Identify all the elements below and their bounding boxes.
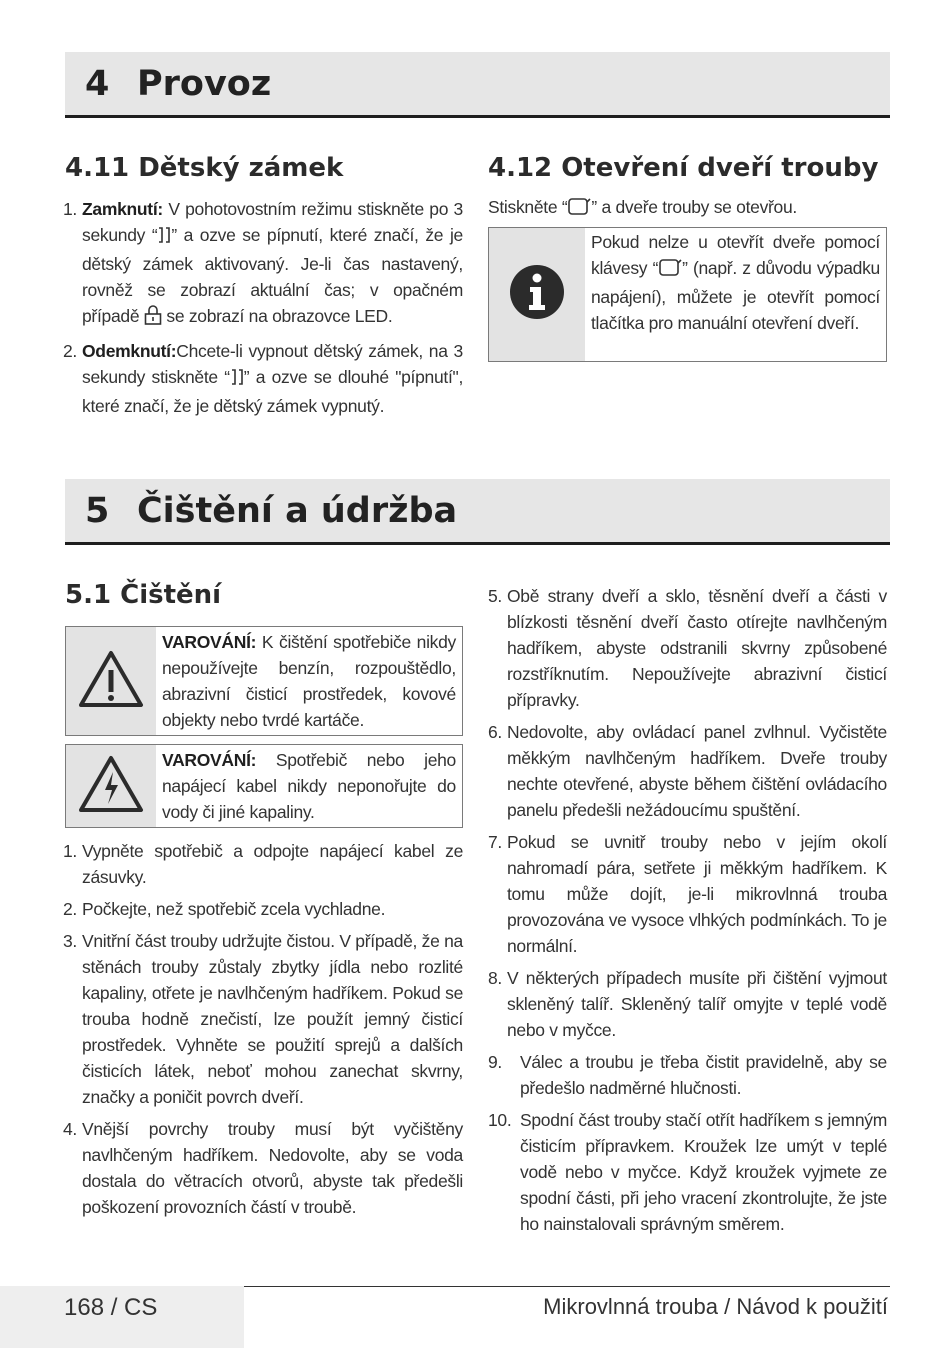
page-number: 168 / CS — [64, 1294, 158, 1321]
warning-icon — [78, 649, 144, 714]
section-5-header — [65, 479, 890, 545]
subsection-heading-4-12: 4.12 Otevření dveří trouby — [488, 153, 879, 183]
footer-rule — [244, 1286, 890, 1287]
list-item: 6. Nedovolte, aby ovládací panel zvlhnul. Vyčistěte měkkým navlhčeným hadříkem. Dveře trouby nechte otevřené, abyste během čištění ovládacího panelu předešli nežádoucímu spuštění. — [488, 722, 887, 820]
list-item: 4. Vnější povrchy trouby musí být vyčištěny navlhčeným hadříkem. Nedovolte, aby se voda dostala do větracích otvorů, abyste tak předešli poškození provozních částí v troubě. — [63, 1119, 463, 1217]
list-item: 2. Odemknutí:Chcete-li vypnout dětský zámek, na 3 sekundy stiskněte “ ” a ozve se dlouhé "pípnutí", které značí, že je dětský zámek vypnutý. — [63, 341, 464, 416]
info-note: Pokud nelze u otevřít dveře pomocí klávesy “ ” (např. z důvodu výpadku napájení), můžete je otevřít pomocí tlačítka pro manuální otevření dveří. — [488, 227, 887, 362]
info-icon — [509, 264, 565, 325]
section-number: 5 — [85, 490, 110, 531]
subsection-heading-4-11: 4.11 Dětský zámek — [65, 153, 344, 183]
list-item: 7. Pokud se uvnitř trouby nebo v jejím okolí nahromadí pára, setřete ji měkkým hadříkem. K tomu může dojít, je-li mikrovlnná trouba provozována ve vysoce vlhkých podmínkách. To je normální. — [488, 832, 887, 956]
warning-box: VAROVÁNÍ: K čištění spotřebiče nikdy nepoužívejte benzín, rozpouštědlo, abrazivní čisticí prostředek, kovové objekty nebo tvrdé kartáče. — [65, 626, 463, 736]
section-title: Provoz — [137, 63, 272, 104]
cleaning-list-right — [488, 583, 887, 1243]
list-item: 3. Vnitřní část trouby udržujte čistou. V případě, že na stěnách trouby zůstaly zbytky jídla nebo rozlité kapaliny, otřete je navlhčeným hadříkem. Pokud se trouba hodně znečistí, lze použít jemný čisticí prostředek. Vyhněte se použití sprejů a dalších čisticích látek, neboť mohou zanechat skvrny, značky a poničit povrch dveří. — [63, 931, 463, 1107]
padlock-icon — [144, 305, 162, 332]
list-item: 10. Spodní část trouby stačí otřít hadříkem s jemným čisticím přípravkem. Kroužek lze umýt v teplé vodě nebo v myčce. Když kroužek vyjmete ze spodní části, při jeho vracení zkontrolujte, že jste ho nainstalovali správným směrem. — [488, 1110, 887, 1234]
list-item: 5. Obě strany dveří a sklo, těsnění dveří a části v blízkosti těsnění dveří často otírejte navlhčeným hadříkem, abyste odstranili skvrny způsobené rozstříknutím. Nepoužívejte abrazivní čisticí přípravky. — [488, 586, 887, 710]
lock-key-icon — [157, 225, 171, 251]
list-item: 1. Zamknutí: V pohotovostním režimu stiskněte po 3 sekundy “ ” a ozve se pípnutí, které značí, že je dětský zámek aktivovaný. Je-li čas nastavený, rovněž se zobrazí aktuální čas; v opačném případě se zobrazí na obrazovce LED. — [63, 196, 463, 332]
child-lock-list — [63, 196, 463, 425]
warning-box: VAROVÁNÍ: Spotřebič nebo jeho napájecí kabel nikdy neponořujte do vody či jiné kapaliny. — [65, 744, 463, 828]
document-title: Mikrovlnná trouba / Návod k použití — [543, 1294, 888, 1319]
cleaning-list-left — [63, 838, 463, 1226]
door-open-key-icon — [658, 257, 682, 284]
lock-key-icon — [230, 367, 244, 393]
door-open-intro: Stiskněte “ ” a dveře trouby se otevřou. — [488, 194, 888, 223]
list-item: 1. Vypněte spotřebič a odpojte napájecí kabel ze zásuvky. — [63, 841, 463, 887]
section-4-header — [65, 52, 890, 118]
list-item: 8. V některých případech musíte při čištění vyjmout skleněný talíř. Skleněný talíř omyjte v teplé vodě nebo v myčce. — [488, 968, 887, 1040]
door-open-key-icon — [567, 196, 591, 223]
subsection-heading-5-1: 5.1 Čištění — [65, 580, 222, 610]
electric-warning-icon — [78, 754, 144, 819]
list-item: 2. Počkejte, než spotřebič zcela vychladne. — [63, 899, 386, 919]
section-number: 4 — [85, 63, 110, 104]
list-item: 9. Válec a troubu je třeba čistit pravidelně, aby se předešlo nadměrné hlučnosti. — [488, 1052, 887, 1098]
section-title: Čištění a údržba — [137, 490, 458, 531]
